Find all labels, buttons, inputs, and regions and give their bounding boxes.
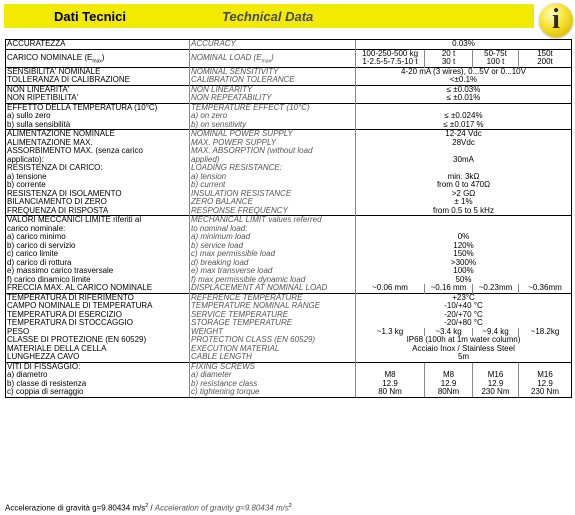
row-m-break: d) carico di rottura d) breaking load >300% — [6, 259, 572, 268]
footnote-gravity: Accelerazione di gravità g=9.80434 $m/s^2$ / Acceleration of gravity g=9.80434 $m/s^2$ — [5, 503, 292, 513]
row-capacity: CARICO NOMINALE $(E_{max})$ NOMINAL LOAD $(E_{max})$ 100-250-500 kg 1-2.5-5-7.5-10 t 20 t 30 t 50-75t 100 t 150t 200t — [6, 49, 572, 67]
row-temperature-effect: EFFETTO DELLA TEMPERATURA (10°C) TEMPERATURE EFFECT (10°C) — [6, 103, 572, 112]
row-protection: CLASSE DI PROTEZIONE (EN 60529) PROTECTION CLASS (EN 60529) IP68 (100h at 1m water column) — [6, 336, 572, 345]
row-s-torque: c) coppia di serraggio c) tightening torque 80 Nm 80Nm 230 Nm 230 Nm — [6, 388, 572, 397]
row-supply: ALIMENTAZIONE NOMINALE NOMINAL POWER SUPPLY 12-24 Vdc — [6, 130, 572, 139]
row-m-dynamic: f) carico dinamico limite f) max permissible dynamic load 50% — [6, 276, 572, 285]
row-sensitivity: SENSIBILITA' NOMINALE NOMINAL SENSITIVITY 4-20 mA (3 wires), 0...5V or 0...10V — [6, 67, 572, 76]
row-accuracy: ACCURATEZZA ACCURACY 0.03% — [6, 40, 572, 50]
row-supply-max: ALIMENTAZIONE MAX. MAX. POWER SUPPLY 28Vdc — [6, 139, 572, 148]
row-non-repeatability: NON RIPETIBILITA' NON REPEATABILITY ≤ ±0.01% — [6, 94, 572, 103]
row-s-class: b) classe di resistenza b) resistance class 12.9 12.9 12.9 12.9 — [6, 380, 572, 389]
row-s-diameter: a) diametro a) diameter M8 M8 M16 M16 — [6, 371, 572, 380]
info-icon: i — [539, 3, 573, 37]
row-deflection: FRECCIA MAX. AL CARICO NOMINALE DISPLACEMENT AT NOMINAL LOAD ~0.06 mm ~0.16 mm ~0.23mm ~0.36mm — [6, 284, 572, 293]
row-calibration: TOLLERANZA DI CALIBRAZIONE CALIBRATION TOLERANCE <±0.1% — [6, 76, 572, 85]
row-zero-balance: BILANCIAMENTO DI ZERO ZERO BALANCE ± 1% — [6, 198, 572, 207]
row-response: FREQUENZA DI RISPOSTA RESPONSE FREQUENCY from 0.5 to 5 kHz — [6, 207, 572, 216]
row-m-service: b) carico di servizio b) service load 120% — [6, 242, 572, 251]
title-english: Technical Data — [222, 9, 314, 24]
row-m-transverse: e) massimo carico trasversale e) max transverse load 100% — [6, 267, 572, 276]
row-lr-current: b) corrente b) current from 0 to 470Ω — [6, 181, 572, 190]
row-mechanical-limits: VALORI MECCANICI LIMITE riferiti al carico nominale: MECHANICAL LIMIT values referred to nominal load: — [6, 216, 572, 234]
row-insulation: RESISTENZA DI ISOLAMENTO INSULATION RESISTANCE >2 GΩ — [6, 190, 572, 199]
row-material: MATERIALE DELLA CELLA EXECUTION MATERIAL Acciaio Inox / Stainless Steel — [6, 345, 572, 354]
row-non-linearity: NON LINEARITA' NON LINEARITY ≤ ±0.03% — [6, 85, 572, 94]
row-cable: LUNGHEZZA CAVO CABLE LENGTH 5m — [6, 353, 572, 362]
row-lr-tension: a) tensione a) tension min. 3kΩ — [6, 173, 572, 182]
row-t-nominal: CAMPO NOMINALE DI TEMPERATURA TEMPERATURE NOMINAL RANGE -10/+40 °C — [6, 302, 572, 311]
row-weight: PESO WEIGHT ~1.3 kg ~3.4 kg ~9.4 kg ~18.2kg — [6, 328, 572, 337]
header-bar — [4, 4, 534, 28]
row-load-resistance: RESISTENZA DI CARICO: LOADING RESISTANCE: — [6, 164, 572, 173]
row-te-sensitivity: b) sulla sensibilità b) on sensitivity ≤ ±0.017 % — [6, 121, 572, 130]
row-m-min: a) carico minimo a) minimum load 0% — [6, 233, 572, 242]
row-t-storage: TEMPERATURA DI STOCCAGGIO STORAGE TEMPERATURE -20/+80 °C — [6, 319, 572, 328]
row-absorption: ASSORBIMENTO MAX. (senza carico applicato): MAX. ABSORPTION (without load applied) 30mA — [6, 147, 572, 164]
row-t-service: TEMPERATURA DI ESERCIZIO SERVICE TEMPERATURE -20/+70 °C — [6, 311, 572, 320]
row-m-limit: c) carico limite c) max permissible load 150% — [6, 250, 572, 259]
title-italian: Dati Tecnici — [54, 9, 127, 24]
row-te-zero: a) sullo zero a) on zero ≤ ±0.024% — [6, 112, 572, 121]
row-t-reference: TEMPERATURA DI RIFERIMENTO REFERENCE TEMPERATURE +23°C — [6, 293, 572, 302]
spec-table — [5, 39, 572, 398]
row-screws: VITI DI FISSAGGIO: FIXING SCREWS — [6, 362, 572, 371]
